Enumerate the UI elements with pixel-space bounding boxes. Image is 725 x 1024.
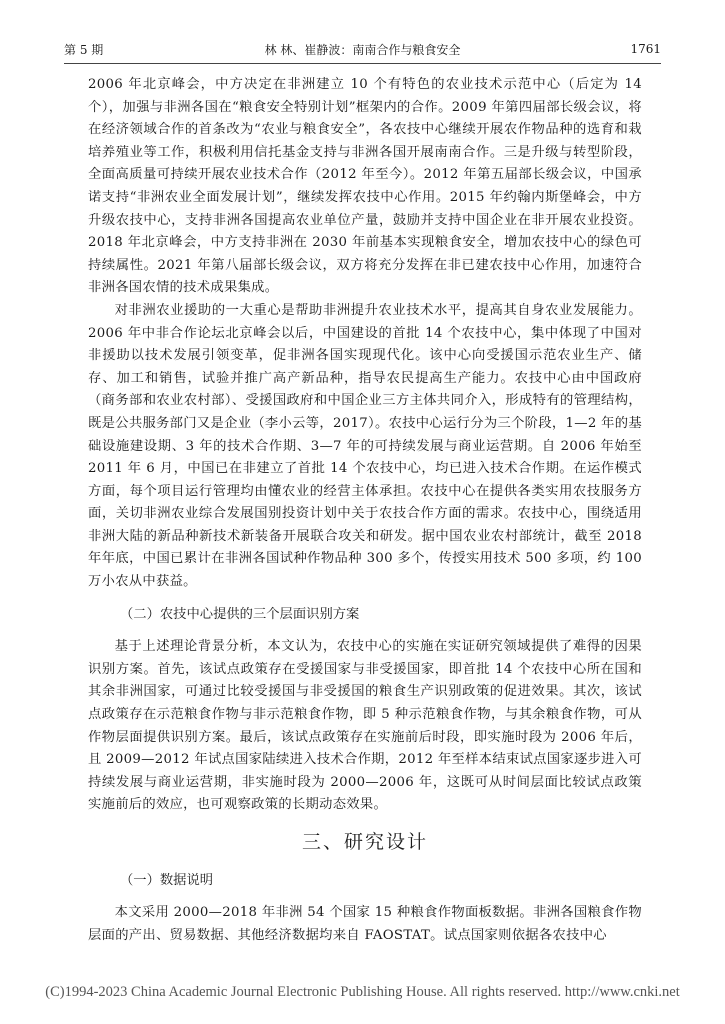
paragraph-3: 基于上述理论背景分析，本文认为，农技中心的实施在实证研究领域提供了难得的因果识别方案。首先，该试点政策存在受援国家与非受援国家，即首批 14 个农技中心所在国和其余非洲国家，可通过比较受援国与非受援国的粮食生产识别政策的促进效果。其次，该试点政策存在示范粮食作物与非示范粮食作物，即 5 种示范粮食作物，与其余粮食作物，可从作物层面提供识别方案。最后，该试点政策存在实施前后时段，即实施时段为 2006 年后，且 2009—2012 年试点国家陆续进入技术合作期，2012 年至样本结束试点国家逐步进入可持续发展与商业运营期，非实施时段为 2000—2006 年，这既可从时间层面比较试点政策实施前后的效应，也可观察政策的长期动态效果。 bbox=[88, 639, 642, 813]
header-rule bbox=[64, 63, 661, 64]
article-body bbox=[88, 74, 642, 947]
subsection-heading-2: （二）农技中心提供的三个层面识别方案 bbox=[120, 606, 360, 622]
paragraph-2: 对非洲农业援助的一大重心是帮助非洲提升农业技术水平，提高其自身农业发展能力。2006 年中非合作论坛北京峰会以后，中国建设的首批 14 个农技中心，集中体现了中国对非援助以技术发展引领变革，促非洲各国实现现代化。该中心向受援国示范农业生产、储存、加工和销售，试验并推广高产新品种，指导农民提高生产能力。农技中心由中国政府（商务部和农业农村部）、受援国政府和中国企业三方主体共同介入，形成特有的管理结构，既是公共服务部门又是企业（李小云等，2017）。农技中心运行分为三个阶段，1—2 年的基础设施建设期、3 年的技术合作期、3—7 年的可持续发展与商业运营期。自 2006 年始至 2011 年 6 月，中国已在非建立了首批 14 个农技中心，均已进入技术合作期。在运作模式方面，每个项目运行管理均由懂农业的经营主体承担。农技中心在提供各类实用农技服务方面，关切非洲农业综合发展国别投资计划中关于农技合作方面的需求。农技中心，围绕适用非洲大陆的新品种新技术新装备开展联合攻关和研发。据中国农业农村部统计，截至 2018 年年底，中国已累计在非洲各国试种作物品种 300 多个，传授实用技术 500 多项，约 100 万小农从中获益。 bbox=[88, 302, 642, 590]
section-heading: 三、研究设计 bbox=[301, 831, 428, 853]
page-number: 1761 bbox=[630, 42, 661, 56]
running-title: 林 林、崔静波：南南合作与粮食安全 bbox=[264, 42, 461, 57]
subsection-heading-1: （一）数据说明 bbox=[120, 872, 214, 888]
running-header bbox=[64, 38, 661, 60]
paragraph-4: 本文采用 2000—2018 年非洲 54 个国家 15 种粮食作物面板数据。非洲各国粮食作物层面的产出、贸易数据、其他经济数据均来自 FAOSTAT。试点国家则依据各农技中心 bbox=[88, 905, 642, 943]
paragraph-1: 2006 年北京峰会，中方决定在非洲建立 10 个有特色的农业技术示范中心（后定为 14 个），加强与非洲各国在“粮食安全特别计划”框架内的合作。2009 年第四届部长级会议，将在经济领域合作的首条改为“农业与粮食安全”，各农技中心继续开展农作物品种的选育和栽培养殖业等工作，积极利用信托基金支持与非洲各国开展南南合作。三是升级与转型阶段，全面高质量可持续开展农业技术合作（2012 年至今）。2012 年第五届部长级会议，中国承诺支持“非洲农业全面发展计划”，继续发挥农技中心作用。2015 年约翰内斯堡峰会，中方升级农技中心，支持非洲各国提高农业单位产量，鼓励并支持中国企业在非开展农业投资。2018 年北京峰会，中方支持非洲在 2030 年前基本实现粮食安全，增加农技中心的绿色可持续属性。2021 年第八届部长级会议，双方将充分发挥在非已建农技中心作用，加速符合非洲各国农情的技术成果集成。 bbox=[88, 77, 642, 296]
issue-number: 第 5 期 bbox=[64, 42, 104, 57]
copyright-footer: (C)1994-2023 China Academic Journal Electronic Publishing House. All rights reserved. http://www.cnki.net bbox=[45, 984, 680, 1000]
